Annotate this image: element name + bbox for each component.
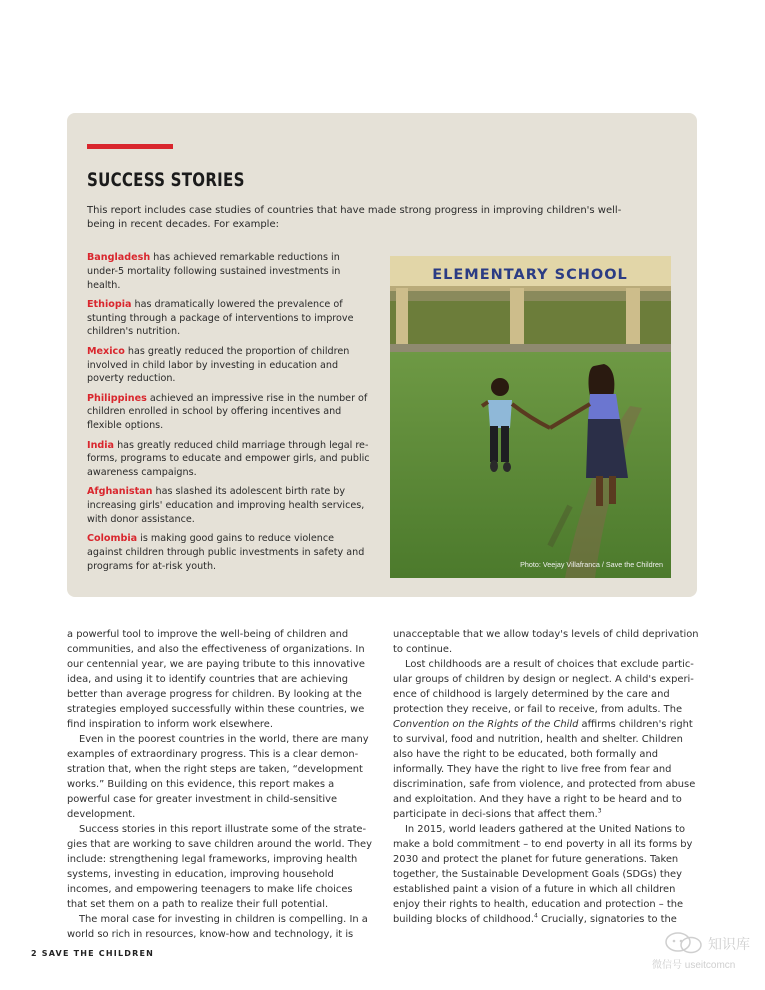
paragraph-text: Lost childhoods are a result of choices that exclude partic-ular groups of children by design or neglect. A child's experi-ence of childhood is largely determined by the care and protection they receive, or fail to receive, from adults. The bbox=[393, 659, 694, 715]
story-text: has greatly reduced the proportion of children involved in child labor by investing in education and poverty reduction. bbox=[87, 345, 350, 385]
story-philippines bbox=[87, 392, 372, 433]
body-paragraph: a powerful tool to improve the well-being of children and communities, and also the effectiveness of organizations. In our centennial year, we are paying tribute to this innovative idea, and using it to identify countries that are achieving better than average progress for children. By looking at the strategies employed successfully within these countries, we find inspiration to inform work elsewhere. bbox=[67, 629, 365, 730]
school-photo bbox=[390, 256, 671, 578]
country-name: Afghanistan bbox=[87, 486, 153, 498]
country-name: Colombia bbox=[87, 533, 138, 545]
watermark-id: 微信号 useitcomcn bbox=[652, 960, 736, 971]
footnote-ref: 4 bbox=[534, 912, 538, 920]
story-afghanistan bbox=[87, 485, 372, 526]
paragraph-text: In 2015, world leaders gathered at the United Nations to make a bold commitment – to end poverty in all its forms by 2030 and protect the planet for future generations. Taken together, the Sustainable Development Goals (SDGs) they established paint a vision of a future in which all children enjoy their rights to health, education and protection – the building blocks of childhood. bbox=[393, 824, 693, 925]
body-paragraph: Even in the poorest countries in the world, there are many examples of extraordinary progress. This is a clear demon-stration that, when the right steps are taken, “development works.” Building on this evidence, this report makes a powerful case for greater investment in child-sensitive development. bbox=[67, 734, 369, 820]
photo-credit: Photo: Veejay Villafranca / Save the Children bbox=[520, 560, 663, 569]
paragraph-text: Crucially, signatories to the bbox=[537, 914, 677, 925]
footnote-ref: 3 bbox=[597, 807, 602, 815]
convention-title: Convention on the Rights of the Child bbox=[393, 719, 579, 730]
story-bangladesh bbox=[87, 251, 372, 292]
body-paragraph: Success stories in this report illustrate some of the strate-gies that are working to save children around the world. They include: strengthening legal frameworks, improving health systems, investing in education, improving household incomes, and empowering teenagers to make life choices that set them on a path to realize their full potential. bbox=[67, 824, 372, 910]
story-text: has slashed its adolescent birth rate by increasing girls' education and improving health services, with donor assistance. bbox=[87, 486, 365, 526]
panel-title: SUCCESS STORIES bbox=[87, 169, 245, 191]
story-text: has achieved remarkable reductions in under-5 mortality following sustained investments in health. bbox=[87, 252, 341, 291]
story-ethiopia bbox=[87, 298, 372, 339]
story-text: has dramatically lowered the prevalence of stunting through a package of interventions to improve children's nutrition. bbox=[87, 298, 354, 338]
country-name: Mexico bbox=[87, 345, 125, 357]
country-name: Ethiopia bbox=[87, 298, 132, 310]
country-name: India bbox=[87, 439, 115, 451]
country-name: Bangladesh bbox=[87, 252, 151, 263]
watermark-name: 知识库 bbox=[708, 936, 750, 952]
chat-bubble-icon bbox=[664, 932, 704, 954]
panel-intro: This report includes case studies of countries that have made strong progress in improving children's well-being in recent decades. For example: bbox=[87, 205, 622, 230]
body-column-right bbox=[393, 627, 699, 927]
red-accent-rule bbox=[87, 144, 173, 149]
country-name: Philippines bbox=[87, 392, 147, 404]
watermark bbox=[652, 930, 760, 972]
story-colombia bbox=[87, 532, 372, 573]
story-text: achieved an impressive rise in the number of children enrolled in school by offering incentives and flexible options. bbox=[87, 392, 368, 432]
story-mexico bbox=[87, 345, 372, 386]
body-paragraph bbox=[393, 657, 699, 822]
body-paragraph bbox=[393, 822, 699, 927]
story-india bbox=[87, 439, 372, 480]
body-paragraph: unacceptable that we allow today's levels of child deprivation to continue. bbox=[393, 629, 699, 655]
story-text: has greatly reduced child marriage through legal re-forms, programs to educate and empower girls, and public awareness campaigns. bbox=[87, 439, 370, 479]
stories-list bbox=[87, 251, 372, 579]
school-sign-text: ELEMENTARY SCHOOL bbox=[432, 267, 628, 283]
paragraph-text: affirms children's right to survival, food and nutrition, health and shelter. Children also have the right to be educated, both formally and informally. They have the right to live free from fear and discrimination, safe from violence, and protected from abuse and exploitation. And they have a right to be heard and to participate in deci-sions that affect them. bbox=[393, 719, 696, 820]
school-photo-illustration bbox=[390, 256, 671, 578]
page-footer: 2 SAVE THE CHILDREN bbox=[31, 949, 155, 958]
story-text: is making good gains to reduce violence against children through public investments in safety and programs for at-risk youth. bbox=[87, 533, 365, 572]
body-paragraph: The moral case for investing in children is compelling. In a world so rich in resources, know-how and technology, it is bbox=[67, 914, 368, 940]
body-column-left bbox=[67, 627, 373, 942]
